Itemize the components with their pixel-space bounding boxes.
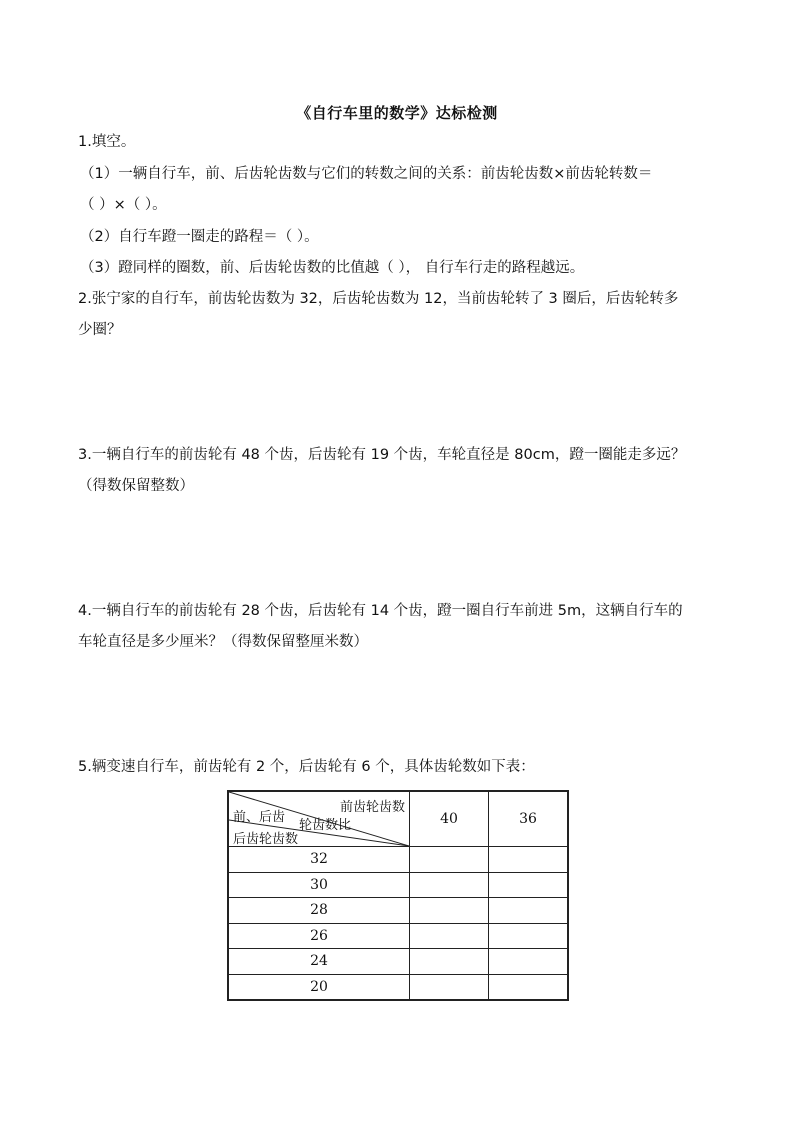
table-row [228,923,568,949]
row-label: 30 [228,872,410,898]
row-label: 26 [228,923,410,949]
q1-part2: （2）自行车蹬一圈走的路程＝（ ）。 [80,229,319,245]
table-row [228,847,568,873]
table-row [228,974,568,1000]
table-header-diagonal [228,791,410,847]
q1-part1-line1: （1）一辆自行车，前、后齿轮齿数与它们的转数之间的关系：前齿轮齿数×前齿轮转数＝ [80,166,653,182]
answer-cell[interactable] [489,872,569,898]
answer-cell[interactable] [489,949,569,975]
page-title: 《自行车里的数学》达标检测 [296,104,498,122]
q4-line1: 4.一辆自行车的前齿轮有 28 个齿，后齿轮有 14 个齿，蹬一圈自行车前进 5m，这辆自行车的 [78,603,683,619]
q1-part3: （3）蹬同样的圈数，前、后齿轮齿数的比值越（ ）， 自行车行走的路程越远。 [80,260,585,276]
answer-cell[interactable] [410,974,489,1000]
q2-line2: 少圈？ [78,322,122,338]
q1-heading: 1.填空。 [78,134,136,150]
q2-line1: 2.张宁家的自行车，前齿轮齿数为 32，后齿轮齿数为 12，当前齿轮转了 3 圈后，后齿轮转多 [78,291,679,307]
row-label: 20 [228,974,410,1000]
answer-cell[interactable] [410,923,489,949]
header-ratio-part2: 轮齿数比 [299,818,352,833]
row-label: 32 [228,847,410,873]
header-front-gear: 前齿轮齿数 [339,800,405,815]
answer-cell[interactable] [489,974,569,1000]
table-row [228,949,568,975]
column-header: 40 [410,791,489,847]
gear-table [227,790,569,1001]
answer-cell[interactable] [410,847,489,873]
q5-line1: 5.辆变速自行车，前齿轮有 2 个，后齿轮有 6 个，具体齿轮数如下表： [78,759,535,775]
answer-cell[interactable] [489,847,569,873]
q4-line2: 车轮直径是多少厘米？（得数保留整厘米数） [78,634,368,650]
answer-cell[interactable] [410,949,489,975]
table-row [228,872,568,898]
header-rear-gear: 后齿轮齿数 [233,832,299,847]
answer-cell[interactable] [410,898,489,924]
q3-line2: （得数保留整数） [78,478,194,494]
q3-line1: 3.一辆自行车的前齿轮有 48 个齿，后齿轮有 19 个齿，车轮直径是 80cm，蹬一圈能走多远？ [78,447,686,463]
row-label: 28 [228,898,410,924]
answer-cell[interactable] [410,872,489,898]
table-row [228,898,568,924]
column-header: 36 [489,791,569,847]
row-label: 24 [228,949,410,975]
header-ratio-part1: 前、后齿 [233,810,286,825]
answer-cell[interactable] [489,898,569,924]
answer-cell[interactable] [489,923,569,949]
q1-part1-line2: （ ）×（ ）。 [80,197,167,213]
